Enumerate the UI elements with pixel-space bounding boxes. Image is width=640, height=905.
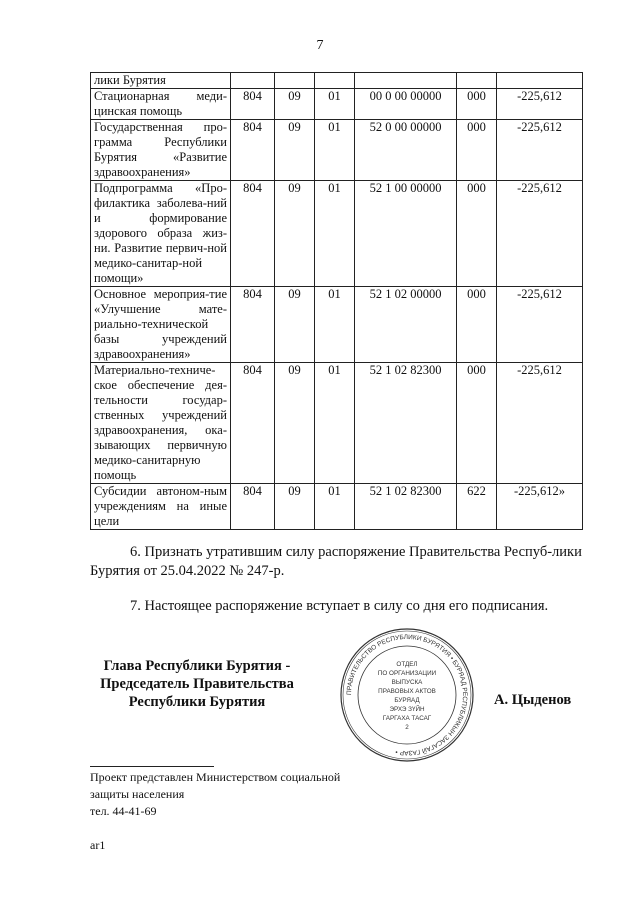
seal-text-line: ПРАВОВЫХ АКТОВ — [378, 688, 436, 695]
footer-note: Проект представлен Министерством социальной защиты населения тел. 44-41-69 — [90, 770, 341, 818]
code-cell: 804 — [231, 181, 275, 287]
code-cell: 804 — [231, 484, 275, 530]
code-cell — [275, 73, 315, 89]
code-cell: 00 0 00 00000 — [355, 89, 457, 120]
amount-cell: -225,612 — [497, 89, 583, 120]
code-cell: 000 — [457, 363, 497, 484]
code-cell: 000 — [457, 89, 497, 120]
table-row — [91, 73, 583, 89]
amount-cell: -225,612» — [497, 484, 583, 530]
code-cell — [457, 73, 497, 89]
signatory-name: А. Цыденов — [494, 692, 572, 708]
code-cell: 804 — [231, 287, 275, 363]
table-row — [91, 363, 583, 484]
code-cell: 52 1 02 82300 — [355, 363, 457, 484]
seal-text-line: ГАРГАХА ТАСАГ — [382, 715, 432, 722]
seal-text-line: БУРЯАД — [394, 697, 420, 704]
code-cell: 000 — [457, 181, 497, 287]
row-name-cell: Государственная про-грамма Республики Бурятия «Развитие здравоохранения» — [91, 120, 231, 181]
code-cell: 09 — [275, 181, 315, 287]
seal-text-line: 2 — [405, 724, 409, 731]
amount-cell: -225,612 — [497, 363, 583, 484]
paragraph-7: 7. Настоящее распоряжение вступает в силу со дня его подписания. — [130, 598, 549, 614]
table-row — [91, 484, 583, 530]
code-cell: 52 1 02 82300 — [355, 484, 457, 530]
code-cell: 09 — [275, 363, 315, 484]
row-name-cell: Подпрограмма «Про-филактика заболева-ний и формирование здорового образа жиз-ни. Развитие первич-ной медико-санитар-ной помощи» — [91, 181, 231, 287]
table-row — [91, 120, 583, 181]
code-cell: 01 — [315, 363, 355, 484]
code-cell: 09 — [275, 484, 315, 530]
code-cell: 52 1 00 00000 — [355, 181, 457, 287]
code-cell: 804 — [231, 363, 275, 484]
code-cell: 000 — [457, 287, 497, 363]
row-name-cell: Стационарная меди-цинская помощь — [91, 89, 231, 120]
code-cell: 52 1 02 00000 — [355, 287, 457, 363]
table-row — [91, 181, 583, 287]
code-cell: 01 — [315, 484, 355, 530]
amount-cell: -225,612 — [497, 181, 583, 287]
code-cell: 01 — [315, 287, 355, 363]
row-name-cell: лики Бурятия — [91, 73, 231, 89]
code-cell — [315, 73, 355, 89]
code-cell: 804 — [231, 89, 275, 120]
budget-table — [90, 72, 583, 530]
code-cell: 09 — [275, 287, 315, 363]
amount-cell: -225,612 — [497, 287, 583, 363]
code-cell: 804 — [231, 120, 275, 181]
seal-text-line: ОТДЕЛ — [396, 661, 418, 668]
row-name-cell: Материально-техниче-ское обеспечение дея-тельности государ-ственных учреждений здравоохранения, ока-зывающих первичную медико-санитарную помощь — [91, 363, 231, 484]
official-seal — [338, 626, 476, 764]
code-cell: 01 — [315, 89, 355, 120]
footnote-divider — [90, 766, 214, 767]
row-name-cell: Субсидии автоном-ным учреждениям на иные цели — [91, 484, 231, 530]
table-row — [91, 287, 583, 363]
paragraph-6: 6. Признать утратившим силу распоряжение Правительства Респуб-лики Бурятия от 25.04.2022 № 247-р. — [90, 544, 582, 579]
code-cell: 000 — [457, 120, 497, 181]
code-cell — [355, 73, 457, 89]
code-cell: 622 — [457, 484, 497, 530]
table-row — [91, 89, 583, 120]
amount-cell — [497, 73, 583, 89]
svg-text:ПРАВИТЕЛЬСТВО РЕСПУБЛИКИ БУРЯТ: ПРАВИТЕЛЬСТВО РЕСПУБЛИКИ БУРЯТИЯ • БУРЯАД РЕСПУБЛИКЫН ЗАСАГАЙ ГАЗАР • — [345, 633, 469, 757]
code-cell: 01 — [315, 120, 355, 181]
row-name-cell: Основное мероприя-тие «Улучшение мате-риально-технической базы учреждений здравоохранения» — [91, 287, 231, 363]
code-cell — [231, 73, 275, 89]
signatory-title: Глава Республики Бурятия - Председатель Правительства Республики Бурятия — [100, 658, 294, 710]
seal-text-line: ЭРХЭ ЗҮЙН — [389, 706, 425, 713]
code-cell: 52 0 00 00000 — [355, 120, 457, 181]
seal-text-line: ПО ОРГАНИЗАЦИИ — [377, 670, 437, 677]
code-cell: 01 — [315, 181, 355, 287]
code-cell: 09 — [275, 89, 315, 120]
amount-cell: -225,612 — [497, 120, 583, 181]
code-cell: 09 — [275, 120, 315, 181]
page-number: 7 — [316, 38, 324, 53]
seal-text-line: ВЫПУСКА — [391, 679, 423, 686]
footer-code: ar1 — [90, 838, 106, 852]
